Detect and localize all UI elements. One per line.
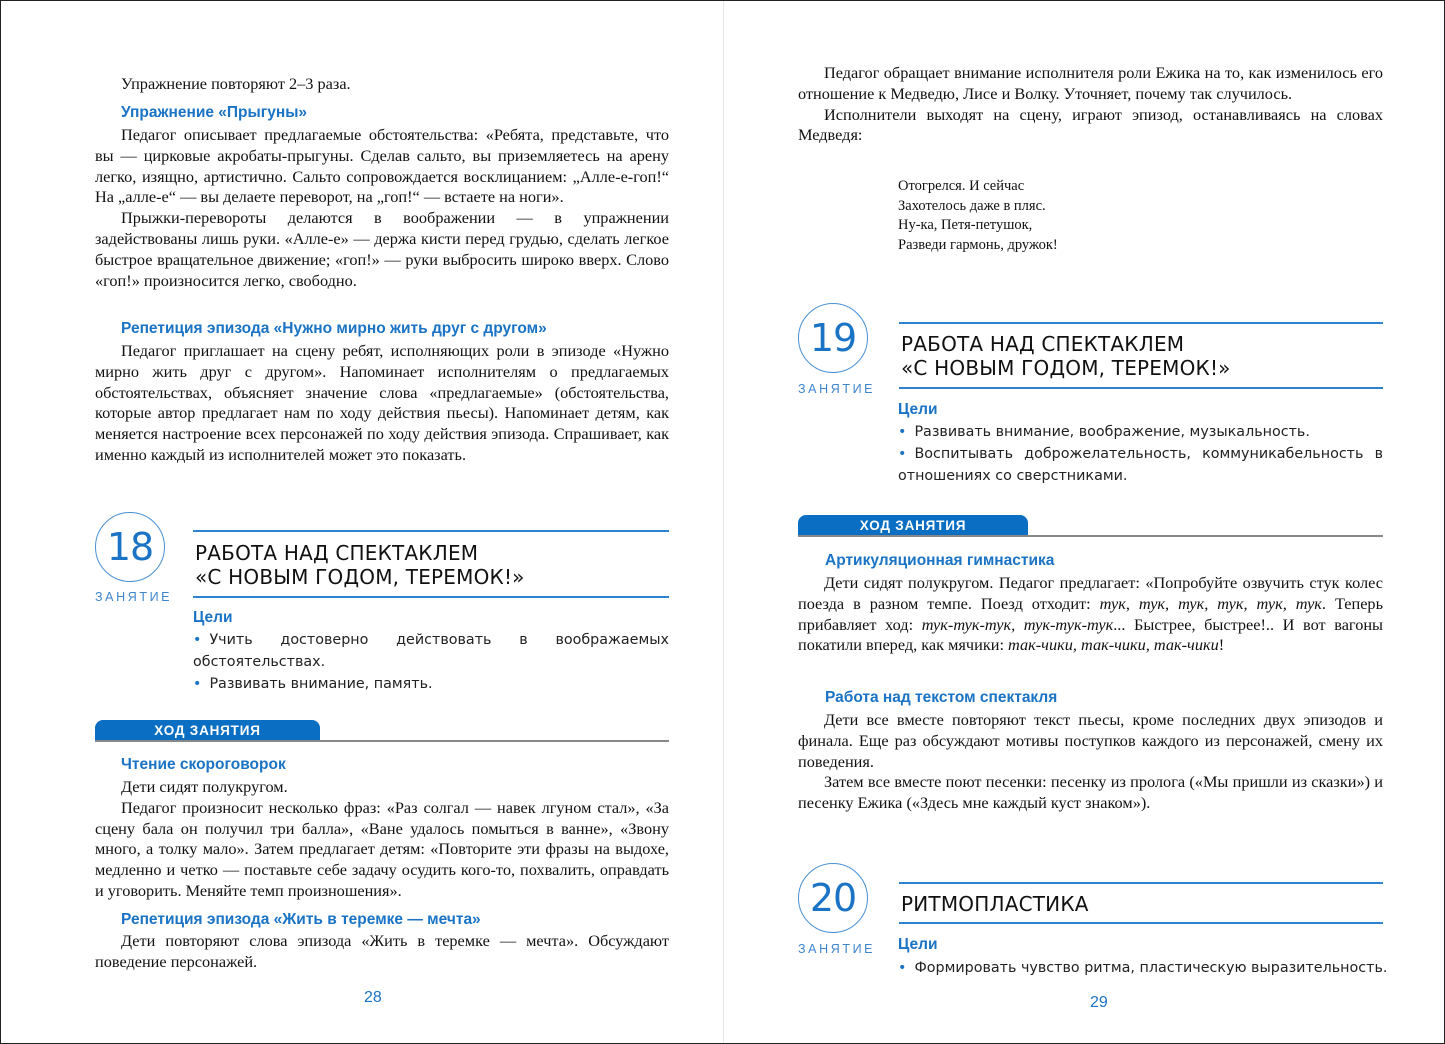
poem-line: Отогрелся. И сейчас [898, 178, 1025, 194]
divider [95, 740, 669, 742]
section-heading: Артикуляционная гимнастика [825, 552, 1055, 569]
divider [899, 882, 1383, 884]
goal-item [898, 957, 1388, 979]
paragraph [798, 63, 1383, 146]
goal-item [898, 443, 1383, 487]
divider [899, 387, 1383, 389]
goal-text: Развивать внимание, воображение, музыкальность. [914, 424, 1310, 440]
section-heading: Чтение скороговорок [121, 756, 286, 773]
goal-item [193, 629, 669, 673]
goal-text: Развивать внимание, память. [209, 676, 433, 692]
paragraph [95, 341, 669, 466]
lesson-number-badge: 19 [798, 303, 868, 373]
paragraph [798, 710, 1383, 814]
page-number: 29 [1090, 994, 1108, 1011]
bullet-icon: • [193, 676, 202, 692]
lesson-title-line: РАБОТА НАД СПЕКТАКЛЕМ [901, 332, 1185, 356]
section-heading: Репетиция эпизода «Жить в теремке — мечта» [121, 911, 481, 928]
paragraph-text [798, 573, 1383, 656]
bullet-icon: • [193, 632, 202, 648]
goals-heading: Цели [898, 401, 938, 418]
bullet-icon: • [898, 960, 907, 976]
goal-text: Воспитывать доброжелательность, коммуникабельность в отношениях со сверстниками. [898, 446, 1383, 484]
goals-heading: Цели [898, 936, 938, 953]
text-segment: ... Быстрее, быстрее!.. И вот вагоны покатили вперед, как мячики: [798, 614, 1383, 655]
text-segment: Дети сидят полукругом. Педагог предлагает: «Попробуйте озвучить стук колес поезда в разном темпе. Поезд отходит: [798, 573, 1383, 613]
goal-item [193, 673, 669, 695]
paragraph-text: Педагог описывает предлагаемые обстоятельства: «Ребята, представьте, что вы — цирковые акробаты-прыгуны. Сделав сальто, вы приземляетесь на арену легко, изящно, артистично. Сальто сопровождается восклицанием: „Алле-е-гоп!“ На „алле-е“ — вы делаете переворот, на „гоп!“ — встаете на ноги». [95, 125, 669, 207]
text-segment-italic: тук-тук-тук, тук-тук-тук [921, 614, 1114, 634]
goals-heading: Цели [193, 609, 233, 626]
poem-line: Захотелось даже в пляс. [898, 197, 1046, 214]
lesson-title [195, 541, 525, 589]
paragraph [95, 777, 669, 902]
paragraph-text: Упражнение повторяют 2–3 раза. [121, 74, 351, 93]
section-heading: Работа над текстом спектакля [825, 689, 1058, 706]
divider [798, 535, 1383, 537]
divider [193, 596, 669, 598]
paragraph-text: Педагог произносит несколько фраз: «Раз солгал — навек лгуном стал», «За сцену бала он получил три балла», «Ване удалось помыться в ванне», «Звону много, а толку мало». Затем предлагает детям: «Повторите эти фразы на выдохе, медленно и четко — поставьте себе задачу осудить кого-то, похвалить, оправдать и уговорить. Меняйте темп произношения». [95, 797, 669, 900]
divider [899, 922, 1383, 924]
poem-line: Разведи гармонь, дружок! [898, 236, 1058, 253]
section-heading: Репетиция эпизода «Нужно мирно жить друг с другом» [121, 320, 547, 337]
paragraph [95, 74, 669, 95]
page-gutter [723, 1, 724, 1044]
lesson-title-line: РАБОТА НАД СПЕКТАКЛЕМ [195, 541, 479, 565]
bullet-icon: • [898, 424, 907, 440]
goals-list [898, 957, 1388, 979]
lesson-title [901, 332, 1231, 380]
divider [899, 322, 1383, 324]
goal-text: Формировать чувство ритма, пластическую выразительность. [914, 960, 1388, 976]
goal-text: Учить достоверно действовать в воображаемых обстоятельствах. [193, 632, 669, 670]
goals-list [193, 629, 669, 695]
paragraph-text: Дети повторяют слова эпизода «Жить в теремке — мечта». Обсуждают поведение персонажей. [95, 931, 669, 971]
divider [193, 530, 669, 532]
paragraph [798, 573, 1383, 656]
page-number: 28 [364, 989, 382, 1006]
paragraph [95, 931, 669, 973]
paragraph-text: Дети все вместе повторяют текст пьесы, кроме последних двух эпизодов и финала. Еще раз обсуждают мотивы поступков каждого из персонажей, смену их поведения. [798, 710, 1383, 771]
paragraph-text: Педагог обращает внимание исполнителя роли Ежика на то, как изменилось его отношение к Медведю, Лисе и Волку. Уточняет, почему так случилось. [798, 63, 1383, 103]
goal-item [898, 421, 1383, 443]
lesson-progress-tab: ХОД ЗАНЯТИЯ [798, 515, 1028, 536]
paragraph-text: Затем все вместе поют песенки: песенку из пролога («Мы пришли из сказки») и песенку Ежика («Здесь мне каждый куст знаком»). [798, 772, 1383, 813]
paragraph-text: Педагог приглашает на сцену ребят, исполняющих роли в эпизоде «Нужно мирно жить друг с другом». Напоминает исполнителям о предлагаемых обстоятельствах, объясняет значение слова «предлагаемые» (обстоятельства, которые автор предлагает нам по ходу действия пьесы). Напоминает детям, как меняется настроение всех персонажей по ходу действия эпизода. Спрашивает, как именно каждый из исполнителей может это показать. [95, 341, 669, 464]
lesson-title: РИТМОПЛАСТИКА [901, 892, 1089, 916]
lesson-label: ЗАНЯТИЕ [95, 590, 173, 604]
text-segment-italic: тук, тук, тук, тук, тук, тук [1099, 593, 1322, 613]
poem-line: Ну-ка, Петя-петушок, [898, 217, 1033, 233]
lesson-label: ЗАНЯТИЕ [798, 382, 876, 396]
text-segment: . Теперь прибавляет ход: [798, 593, 1383, 634]
paragraph-text: Прыжки-перевороты делаются в воображении — в упражнении задействованы лишь руки. «Алле-е» — держа кисти перед грудью, сделать легкое быстрое вращательное движение; «гоп!» — руки выбросить широко вверх. Слово «гоп!» произносится легко, свободно. [95, 208, 669, 290]
poem [898, 177, 1058, 255]
text-segment-italic: так-чики, так-чики, так-чики [1008, 635, 1219, 655]
text-segment: ! [1218, 635, 1225, 655]
paragraph-text: Исполнители выходят на сцену, играют эпизод, останавливаясь на словах Медведя: [798, 104, 1383, 145]
lesson-label: ЗАНЯТИЕ [798, 942, 876, 956]
goals-list [898, 421, 1383, 487]
lesson-title-line: «С НОВЫМ ГОДОМ, ТЕРЕМОК!» [195, 565, 525, 589]
lesson-progress-tab: ХОД ЗАНЯТИЯ [95, 720, 320, 741]
lesson-number-badge: 18 [95, 512, 165, 582]
paragraph [95, 125, 669, 291]
section-heading: Упражнение «Прыгуны» [121, 104, 308, 121]
bullet-icon: • [898, 446, 907, 462]
lesson-title-line: «С НОВЫМ ГОДОМ, ТЕРЕМОК!» [901, 356, 1231, 380]
paragraph-text: Дети сидят полукругом. [121, 777, 288, 796]
lesson-number-badge: 20 [798, 863, 868, 933]
